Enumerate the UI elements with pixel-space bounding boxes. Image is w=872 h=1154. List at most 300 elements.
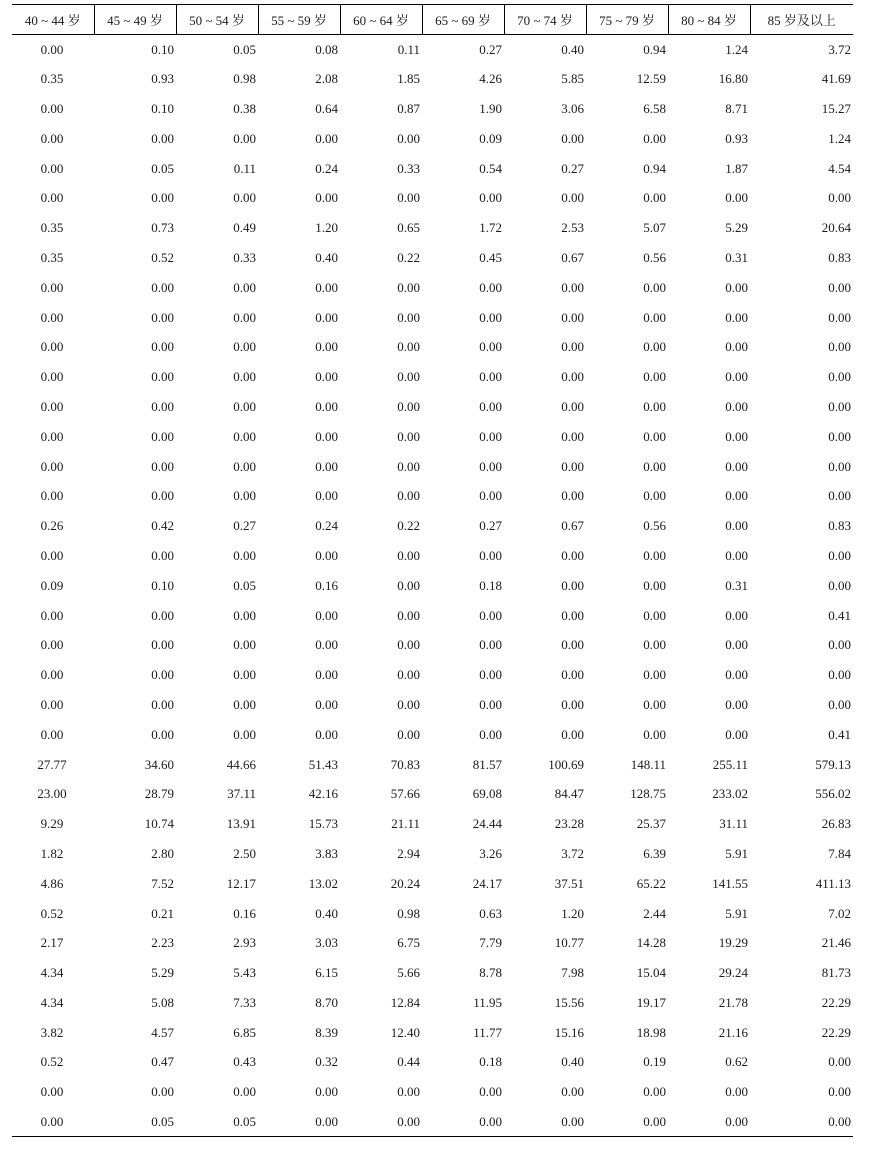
table-cell: 0.00	[828, 667, 851, 683]
table-cell: 0.00	[40, 160, 64, 176]
table-cell: 3.72	[561, 845, 584, 861]
table-cell: 0.31	[725, 577, 748, 593]
table-cell: 18.98	[636, 1024, 666, 1040]
table-cell: 8.70	[315, 994, 338, 1010]
table-cell: 65.22	[636, 875, 666, 891]
table-cell: 0.00	[479, 696, 502, 712]
table-cell: 0.00	[151, 130, 174, 146]
table-cell: 0.00	[561, 458, 584, 474]
table-cell: 0.00	[643, 428, 666, 444]
table-cell: 0.00	[828, 1084, 851, 1100]
table-cell: 0.00	[315, 696, 338, 712]
table-cell: 0.00	[643, 309, 666, 325]
table-cell: 0.00	[725, 607, 748, 623]
table-cell: 0.00	[479, 279, 502, 295]
table-cell: 0.00	[315, 369, 338, 385]
table-cell: 0.52	[40, 905, 64, 921]
table-cell: 0.00	[151, 398, 174, 414]
table-cell: 0.00	[828, 279, 851, 295]
table-cell: 0.40	[315, 249, 338, 265]
table-cell: 0.40	[561, 41, 584, 57]
table-cell: 0.27	[479, 41, 502, 57]
table-cell: 0.00	[643, 279, 666, 295]
table-cell: 0.00	[40, 667, 64, 683]
table-cell: 1.20	[561, 905, 584, 921]
table-cell: 0.00	[233, 339, 256, 355]
table-cell: 0.00	[12, 1107, 94, 1137]
table-cell: 0.00	[725, 309, 748, 325]
table-cell: 0.00	[479, 667, 502, 683]
table-cell: 0.00	[397, 190, 420, 206]
table-cell: 5.07	[643, 220, 666, 236]
table-cell: 24.44	[472, 816, 502, 832]
table-cell: 0.67	[561, 249, 584, 265]
table-cell: 0.00	[479, 637, 502, 653]
table-cell: 19.17	[636, 994, 666, 1010]
table-cell: 4.86	[40, 875, 64, 891]
table-row	[12, 630, 853, 660]
table-cell: 0.00	[643, 339, 666, 355]
table-cell: 3.82	[40, 1024, 64, 1040]
table-header	[12, 5, 853, 35]
table-cell: 0.00	[233, 190, 256, 206]
table-cell: 5.85	[561, 71, 584, 87]
table-cell: 0.00	[40, 696, 64, 712]
table-cell: 0.16	[315, 577, 338, 593]
table-row	[12, 839, 853, 869]
table-cell: 0.00	[151, 637, 174, 653]
table-row	[12, 899, 853, 929]
table-cell: 233.02	[712, 786, 748, 802]
table-cell: 0.00	[479, 369, 502, 385]
table-cell: 0.43	[233, 1054, 256, 1070]
table-cell: 0.98	[233, 71, 256, 87]
table-cell: 0.35	[40, 249, 64, 265]
table-cell: 0.00	[315, 309, 338, 325]
table-cell: 2.08	[315, 71, 338, 87]
table-row	[12, 452, 853, 482]
table-cell: 6.15	[315, 965, 338, 981]
table-cell: 37.51	[554, 875, 584, 891]
table-cell: 0.05	[151, 160, 174, 176]
table-cell: 0.52	[40, 1054, 64, 1070]
table-cell: 0.40	[315, 905, 338, 921]
table-cell: 0.00	[340, 1107, 422, 1137]
table-cell: 42.16	[308, 786, 338, 802]
table-cell: 0.35	[40, 220, 64, 236]
table-cell: 0.00	[828, 190, 851, 206]
table-cell: 0.00	[828, 547, 851, 563]
table-cell: 0.00	[397, 339, 420, 355]
table-cell: 0.00	[233, 726, 256, 742]
column-header: 50 ~ 54 岁	[176, 5, 258, 35]
table-cell: 0.00	[725, 369, 748, 385]
table-cell: 37.11	[227, 786, 256, 802]
table-row	[12, 183, 853, 213]
table-cell: 0.00	[40, 190, 64, 206]
table-cell: 0.00	[397, 726, 420, 742]
table-cell: 0.00	[828, 398, 851, 414]
table-row	[12, 303, 853, 333]
table-cell: 0.00	[561, 369, 584, 385]
table-cell: 0.00	[479, 428, 502, 444]
table-cell: 21.46	[821, 935, 851, 951]
table-cell: 7.84	[828, 845, 851, 861]
table-row	[12, 958, 853, 988]
table-cell: 0.00	[643, 369, 666, 385]
table-cell: 0.00	[233, 130, 256, 146]
table-cell: 0.00	[397, 309, 420, 325]
table-cell: 0.56	[643, 518, 666, 534]
table-cell: 3.83	[315, 845, 338, 861]
table-cell: 0.00	[725, 726, 748, 742]
table-cell: 0.27	[479, 518, 502, 534]
table-cell: 0.00	[561, 547, 584, 563]
table-cell: 0.00	[828, 339, 851, 355]
table-cell: 34.60	[144, 756, 174, 772]
table-row	[12, 750, 853, 780]
column-header: 85 岁及以上	[750, 5, 853, 35]
table-cell: 0.00	[479, 488, 502, 504]
table-cell: 0.00	[151, 190, 174, 206]
table-cell: 1.82	[40, 845, 64, 861]
table-cell: 0.00	[479, 726, 502, 742]
table-row	[12, 362, 853, 392]
table-cell: 0.33	[397, 160, 420, 176]
table-cell: 0.00	[151, 458, 174, 474]
table-cell: 0.19	[643, 1054, 666, 1070]
table-cell: 0.00	[561, 696, 584, 712]
table-cell: 0.24	[315, 518, 338, 534]
table-cell: 0.00	[233, 458, 256, 474]
table-cell: 0.00	[828, 488, 851, 504]
table-cell: 0.35	[40, 71, 64, 87]
table-cell: 2.50	[233, 845, 256, 861]
table-cell: 0.00	[40, 458, 64, 474]
table-cell: 20.64	[821, 220, 851, 236]
table-cell: 12.59	[636, 71, 666, 87]
table-cell: 0.00	[315, 726, 338, 742]
table-cell: 0.49	[233, 220, 256, 236]
table-cell: 0.00	[479, 547, 502, 563]
table-cell: 15.04	[636, 965, 666, 981]
table-cell: 0.00	[397, 130, 420, 146]
table-cell: 0.00	[561, 309, 584, 325]
table-cell: 0.00	[397, 398, 420, 414]
table-cell: 0.00	[725, 1084, 748, 1100]
table-cell: 19.29	[718, 935, 748, 951]
table-cell: 0.67	[561, 518, 584, 534]
table-cell: 0.00	[151, 279, 174, 295]
table-cell: 579.13	[815, 756, 851, 772]
table-row	[12, 809, 853, 839]
table-cell: 0.45	[479, 249, 502, 265]
table-cell: 0.42	[151, 518, 174, 534]
table-cell: 4.34	[40, 994, 64, 1010]
table-cell: 255.11	[712, 756, 748, 772]
table-cell: 0.93	[725, 130, 748, 146]
table-cell: 1.20	[315, 220, 338, 236]
table-row	[12, 213, 853, 243]
table-row	[12, 1077, 853, 1107]
table-cell: 22.29	[821, 994, 851, 1010]
table-row	[12, 332, 853, 362]
table-cell: 0.00	[586, 1107, 668, 1137]
table-cell: 0.00	[479, 1084, 502, 1100]
table-cell: 0.00	[40, 279, 64, 295]
table-cell: 0.00	[561, 398, 584, 414]
table-row	[12, 273, 853, 303]
table-cell: 84.47	[554, 786, 584, 802]
table-cell: 0.27	[233, 518, 256, 534]
table-cell: 0.00	[643, 696, 666, 712]
column-header: 75 ~ 79 岁	[586, 5, 668, 35]
table-cell: 0.00	[151, 547, 174, 563]
table-cell: 8.78	[479, 965, 502, 981]
table-cell: 0.00	[151, 488, 174, 504]
table-cell: 0.00	[561, 488, 584, 504]
table-cell: 2.23	[151, 935, 174, 951]
table-cell: 0.00	[151, 726, 174, 742]
table-cell: 0.00	[561, 428, 584, 444]
table-row	[12, 154, 853, 184]
table-cell: 0.00	[725, 398, 748, 414]
table-cell: 0.00	[40, 309, 64, 325]
table-cell: 1.87	[725, 160, 748, 176]
table-cell: 0.00	[561, 637, 584, 653]
table-cell: 0.00	[397, 428, 420, 444]
table-cell: 0.00	[233, 696, 256, 712]
table-cell: 0.05	[233, 41, 256, 57]
table-cell: 0.00	[315, 488, 338, 504]
table-cell: 0.00	[315, 130, 338, 146]
table-cell: 0.00	[479, 309, 502, 325]
table-cell: 0.22	[397, 249, 420, 265]
table-cell: 2.93	[233, 935, 256, 951]
column-header: 40 ~ 44 岁	[12, 5, 94, 35]
table-cell: 0.00	[643, 607, 666, 623]
table-cell: 81.73	[821, 965, 851, 981]
table-cell: 0.93	[151, 71, 174, 87]
table-cell: 0.00	[643, 458, 666, 474]
table-cell: 7.52	[151, 875, 174, 891]
table-cell: 0.00	[40, 398, 64, 414]
table-cell: 0.00	[233, 398, 256, 414]
table-cell: 0.62	[725, 1054, 748, 1070]
table-cell: 0.83	[828, 518, 851, 534]
table-cell: 0.00	[397, 369, 420, 385]
table-cell: 0.00	[725, 667, 748, 683]
table-cell: 0.00	[725, 518, 748, 534]
table-cell: 2.17	[40, 935, 64, 951]
table-row	[12, 481, 853, 511]
table-cell: 0.00	[643, 190, 666, 206]
table-cell: 0.09	[479, 130, 502, 146]
table-cell: 0.21	[151, 905, 174, 921]
table-cell: 0.00	[397, 696, 420, 712]
table-cell: 0.00	[40, 547, 64, 563]
table-row	[12, 720, 853, 750]
table-cell: 556.02	[815, 786, 851, 802]
table-cell: 0.00	[561, 1084, 584, 1100]
table-cell: 0.52	[151, 249, 174, 265]
table-cell: 0.00	[561, 190, 584, 206]
table-cell: 25.37	[636, 816, 666, 832]
table-body	[12, 35, 853, 1137]
table-cell: 0.00	[750, 1107, 853, 1137]
table-cell: 0.00	[151, 369, 174, 385]
table-cell: 70.83	[390, 756, 420, 772]
table-row	[12, 64, 853, 94]
table-cell: 0.00	[315, 607, 338, 623]
table-cell: 0.00	[233, 637, 256, 653]
table-cell: 0.00	[828, 637, 851, 653]
table-cell: 13.02	[308, 875, 338, 891]
table-cell: 4.34	[40, 965, 64, 981]
table-cell: 21.11	[391, 816, 420, 832]
table-cell: 0.00	[233, 1084, 256, 1100]
table-cell: 0.00	[151, 667, 174, 683]
table-cell: 10.74	[144, 816, 174, 832]
table-cell: 24.17	[472, 875, 502, 891]
table-cell: 0.00	[315, 547, 338, 563]
table-cell: 0.00	[643, 577, 666, 593]
table-cell: 0.00	[233, 667, 256, 683]
table-cell: 27.77	[37, 756, 67, 772]
table-cell: 0.18	[479, 577, 502, 593]
table-cell: 0.00	[397, 547, 420, 563]
table-cell: 0.00	[315, 667, 338, 683]
table-cell: 0.00	[315, 428, 338, 444]
table-row	[12, 392, 853, 422]
table-cell: 0.00	[504, 1107, 586, 1137]
table-cell: 0.00	[725, 547, 748, 563]
table-cell: 0.00	[725, 428, 748, 444]
table-cell: 2.44	[643, 905, 666, 921]
table-row	[12, 511, 853, 541]
table-cell: 0.05	[176, 1107, 258, 1137]
table-cell: 148.11	[630, 756, 666, 772]
table-cell: 0.11	[233, 160, 256, 176]
table-cell: 3.03	[315, 935, 338, 951]
table-cell: 57.66	[390, 786, 420, 802]
table-cell: 0.00	[40, 607, 64, 623]
table-cell: 15.56	[554, 994, 584, 1010]
table-cell: 2.80	[151, 845, 174, 861]
table-cell: 0.00	[479, 458, 502, 474]
table-cell: 0.00	[725, 458, 748, 474]
table-cell: 0.00	[315, 339, 338, 355]
table-cell: 0.00	[151, 339, 174, 355]
table-cell: 0.00	[315, 279, 338, 295]
table-cell: 0.33	[233, 249, 256, 265]
table-cell: 31.11	[719, 816, 748, 832]
table-cell: 11.95	[473, 994, 502, 1010]
table-cell: 5.29	[151, 965, 174, 981]
table-cell: 0.00	[828, 1054, 851, 1070]
table-row	[12, 1018, 853, 1048]
table-cell: 6.39	[643, 845, 666, 861]
table-row	[12, 1107, 853, 1137]
table-cell: 14.28	[636, 935, 666, 951]
table-cell: 11.77	[473, 1024, 502, 1040]
table-cell: 411.13	[815, 875, 851, 891]
table-cell: 7.02	[828, 905, 851, 921]
table-cell: 0.00	[40, 637, 64, 653]
table-cell: 5.08	[151, 994, 174, 1010]
table-cell: 41.69	[821, 71, 851, 87]
table-cell: 0.00	[315, 637, 338, 653]
table-cell: 0.00	[397, 637, 420, 653]
table-cell: 0.00	[315, 1084, 338, 1100]
table-cell: 0.00	[40, 130, 64, 146]
table-cell: 0.00	[561, 726, 584, 742]
table-cell: 0.00	[397, 577, 420, 593]
table-cell: 128.75	[630, 786, 666, 802]
table-cell: 0.00	[233, 369, 256, 385]
table-cell: 100.69	[548, 756, 584, 772]
table-row	[12, 124, 853, 154]
table-cell: 0.00	[40, 428, 64, 444]
table-cell: 44.66	[226, 756, 256, 772]
table-cell: 22.29	[821, 1024, 851, 1040]
table-cell: 0.47	[151, 1054, 174, 1070]
table-cell: 0.00	[40, 488, 64, 504]
table-cell: 0.41	[828, 726, 851, 742]
table-cell: 0.00	[828, 696, 851, 712]
table-cell: 0.00	[258, 1107, 340, 1137]
table-cell: 0.00	[479, 339, 502, 355]
table-cell: 1.24	[828, 130, 851, 146]
table-row	[12, 779, 853, 809]
table-cell: 0.10	[151, 577, 174, 593]
table-cell: 0.00	[725, 488, 748, 504]
table-cell: 0.32	[315, 1054, 338, 1070]
table-cell: 0.11	[397, 41, 420, 57]
table-cell: 0.00	[233, 428, 256, 444]
table-cell: 7.33	[233, 994, 256, 1010]
table-cell: 7.79	[479, 935, 502, 951]
table-cell: 0.18	[479, 1054, 502, 1070]
table-cell: 0.00	[397, 607, 420, 623]
table-cell: 0.00	[561, 577, 584, 593]
table-cell: 0.00	[40, 726, 64, 742]
table-row	[12, 869, 853, 899]
table-cell: 0.54	[479, 160, 502, 176]
table-cell: 21.78	[718, 994, 748, 1010]
table-cell: 0.00	[643, 130, 666, 146]
table-cell: 0.00	[233, 547, 256, 563]
table-cell: 26.83	[821, 816, 851, 832]
column-header: 55 ~ 59 岁	[258, 5, 340, 35]
table-cell: 0.00	[40, 100, 64, 116]
table-cell: 7.98	[561, 965, 584, 981]
rate-table	[12, 4, 853, 1137]
table-cell: 1.85	[397, 71, 420, 87]
table-cell: 3.26	[479, 845, 502, 861]
table-cell: 6.85	[233, 1024, 256, 1040]
table-cell: 0.00	[561, 130, 584, 146]
table-cell: 1.72	[479, 220, 502, 236]
table-cell: 0.94	[643, 41, 666, 57]
table-cell: 0.26	[40, 518, 64, 534]
table-cell: 6.75	[397, 935, 420, 951]
table-cell: 0.00	[828, 458, 851, 474]
table-cell: 8.39	[315, 1024, 338, 1040]
table-cell: 141.55	[712, 875, 748, 891]
table-cell: 5.91	[725, 845, 748, 861]
table-cell: 0.00	[725, 637, 748, 653]
